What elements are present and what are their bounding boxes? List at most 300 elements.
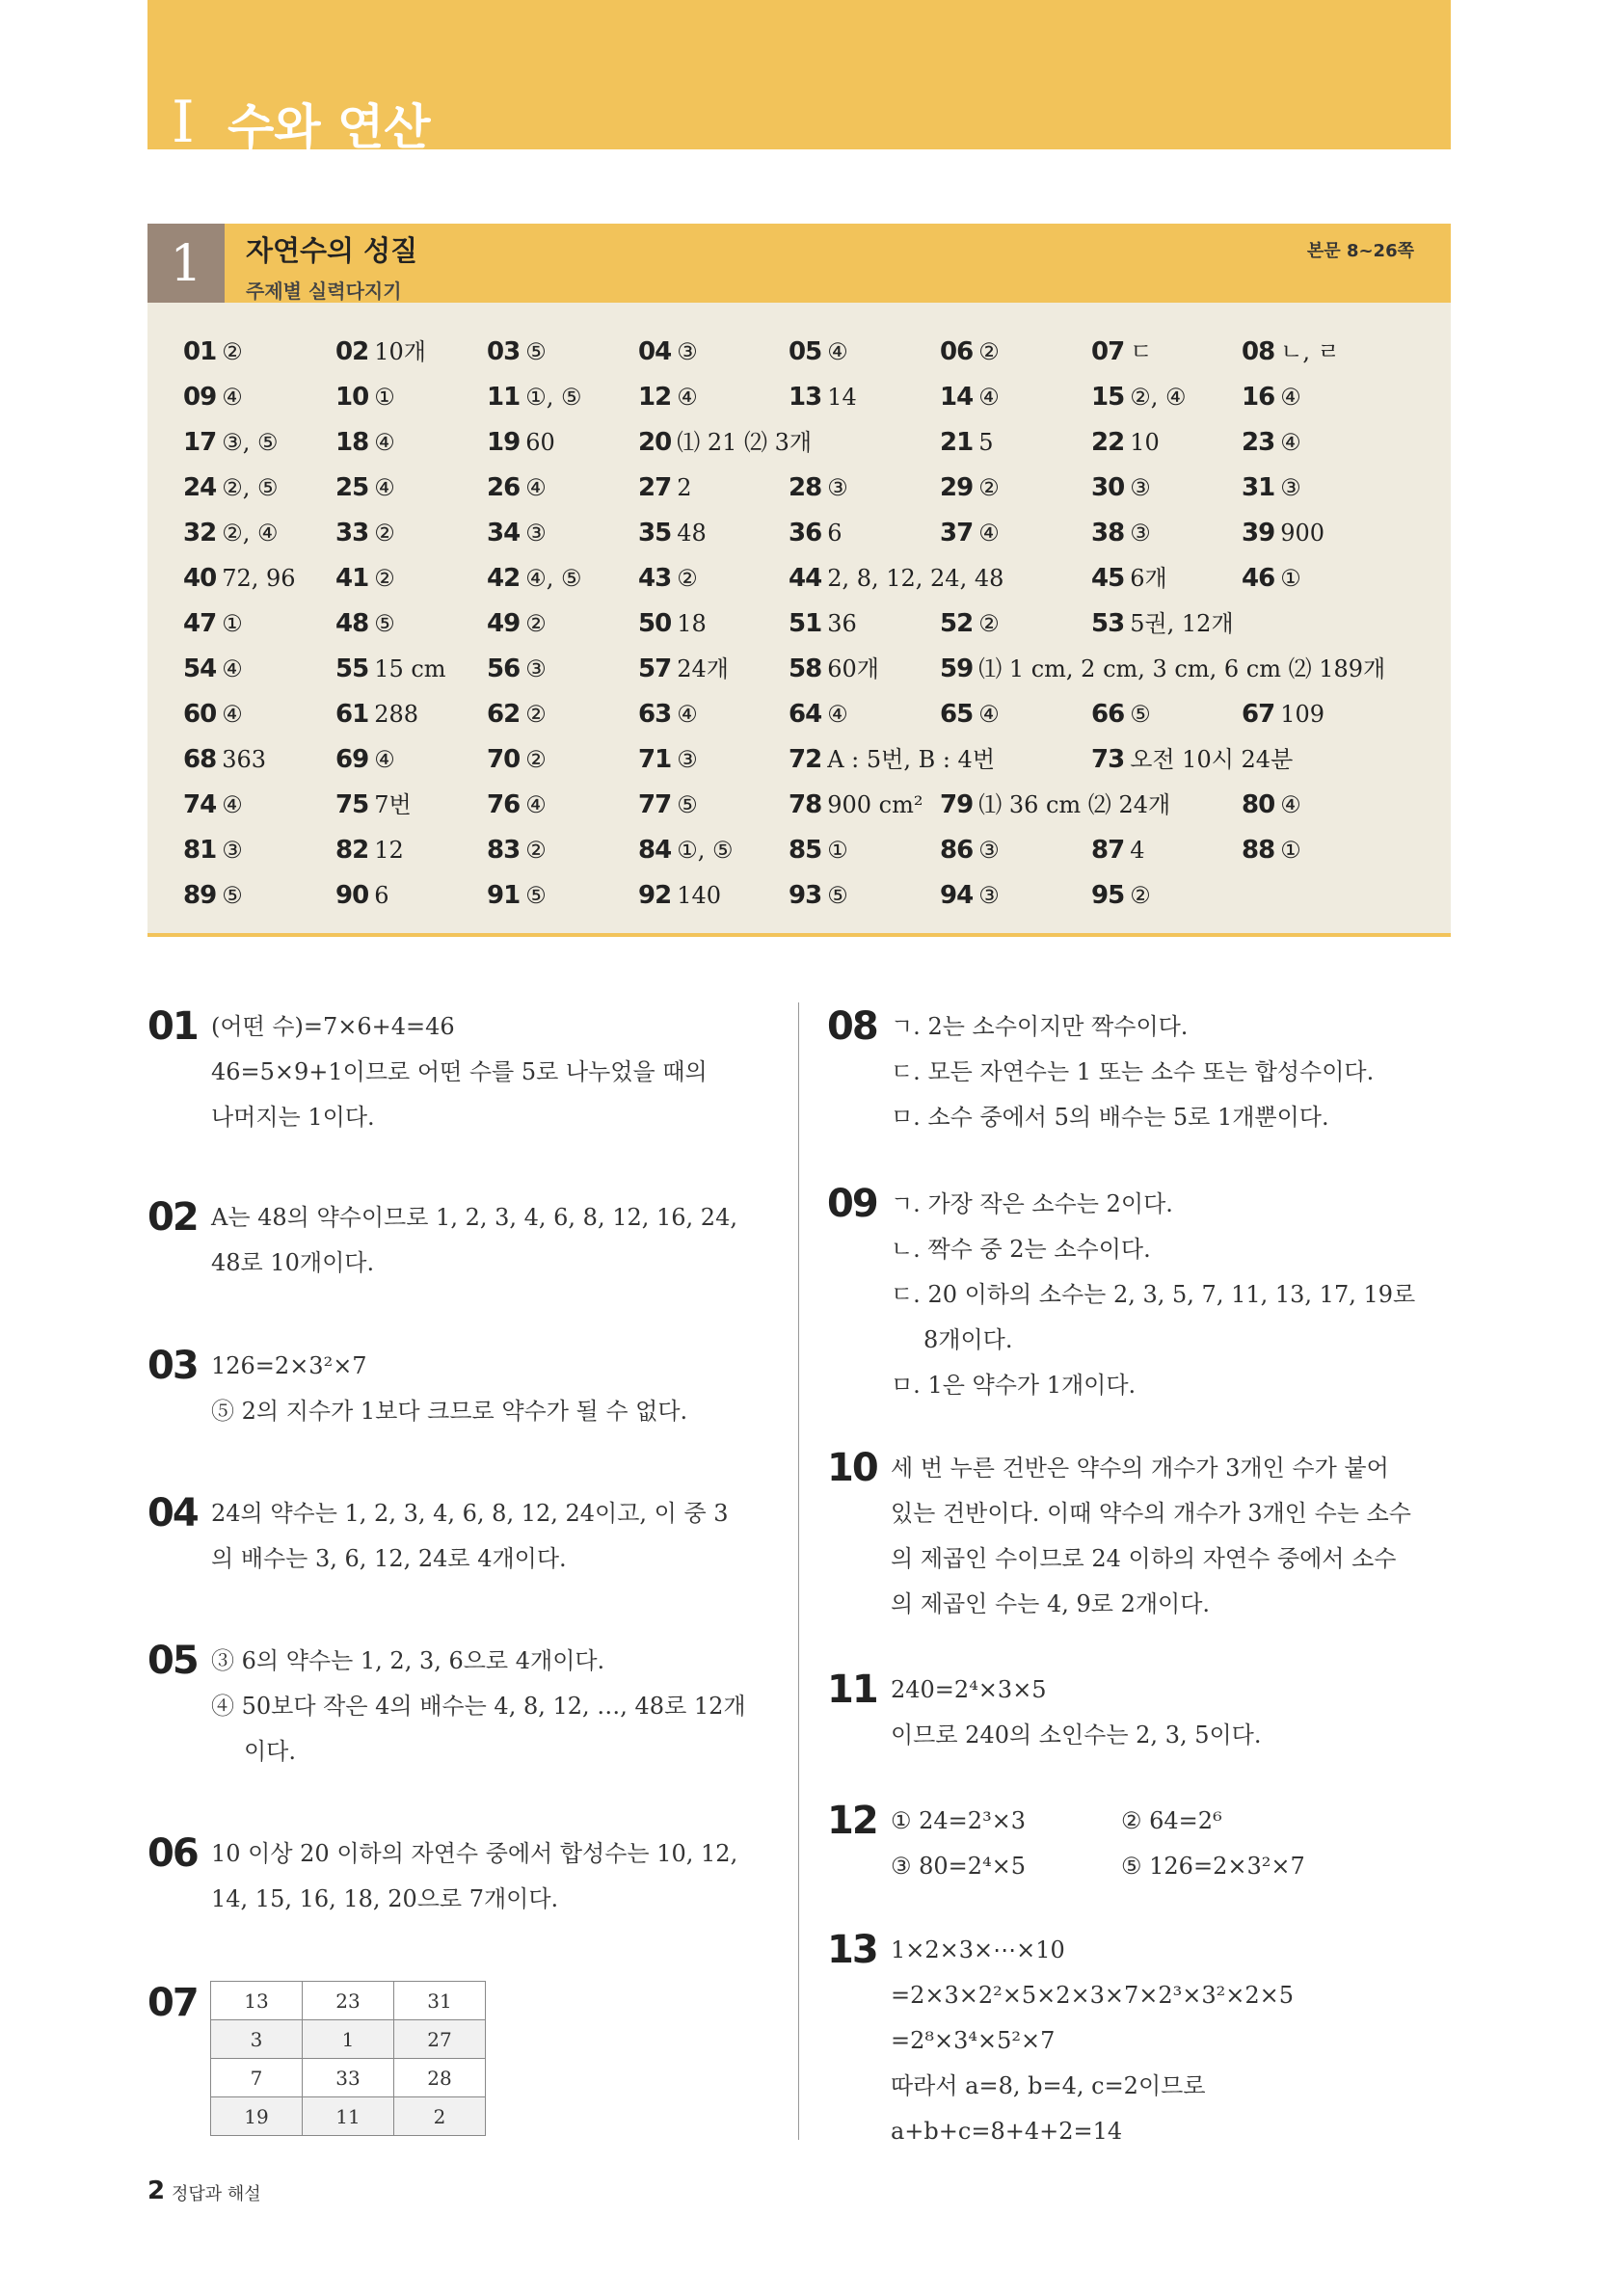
answer-value: ㄴ, ㄹ bbox=[1280, 338, 1340, 365]
solution-line: ㄴ. 짝수 중 2는 소수이다. bbox=[891, 1236, 1151, 1263]
answer-number: 10 bbox=[335, 383, 369, 412]
answer-value: ② bbox=[978, 338, 1000, 365]
solution-line: ③ 80=2⁴×5 bbox=[891, 1853, 1027, 1880]
table-row bbox=[211, 2020, 486, 2059]
answer-row bbox=[183, 604, 1436, 650]
answer-value: 5권, 12개 bbox=[1130, 610, 1234, 637]
solution-line: ⑤ 126=2×3²×7 bbox=[1121, 1853, 1305, 1880]
answer-item bbox=[1091, 423, 1160, 462]
answer-item bbox=[1091, 333, 1152, 371]
answer-item bbox=[335, 378, 395, 416]
solution-number: 08 bbox=[827, 1004, 877, 1049]
answer-item bbox=[940, 786, 1170, 824]
solution-line: 이다. bbox=[244, 1738, 296, 1765]
answer-value: 900 cm² bbox=[827, 791, 923, 818]
answer-item bbox=[940, 378, 1000, 416]
answer-item bbox=[335, 650, 446, 688]
answer-item bbox=[487, 333, 547, 371]
answer-row bbox=[183, 378, 1436, 423]
answer-row bbox=[183, 468, 1436, 514]
answer-value: ② bbox=[978, 474, 1000, 501]
answer-number: 34 bbox=[487, 519, 521, 547]
answer-number: 75 bbox=[335, 790, 369, 819]
solution-number: 11 bbox=[827, 1668, 877, 1712]
answer-item bbox=[487, 650, 547, 688]
answer-item bbox=[1242, 786, 1301, 824]
answer-number: 65 bbox=[940, 700, 974, 729]
answer-number: 02 bbox=[335, 337, 369, 366]
answer-item bbox=[335, 740, 395, 779]
solution-line: 의 제곱인 수이므로 24 이하의 자연수 중에서 소수 bbox=[891, 1545, 1397, 1572]
answer-number: 95 bbox=[1091, 881, 1125, 910]
answer-item bbox=[183, 423, 278, 462]
answer-row bbox=[183, 876, 1436, 921]
answer-number: 20 bbox=[638, 428, 672, 457]
answer-item bbox=[335, 786, 412, 824]
answer-value: ④ bbox=[1280, 384, 1301, 411]
answer-value: 60개 bbox=[827, 655, 879, 682]
answer-value: 2, 8, 12, 24, 48 bbox=[827, 565, 1004, 592]
answer-value: 109 bbox=[1280, 701, 1324, 728]
answer-item bbox=[638, 831, 733, 869]
solution-line: 있는 건반이다. 이때 약수의 개수가 3개인 수는 소수 bbox=[891, 1500, 1411, 1527]
answer-value: ④ bbox=[374, 746, 395, 773]
answer-number: 13 bbox=[789, 383, 822, 412]
answer-number: 26 bbox=[487, 473, 521, 502]
answer-item bbox=[638, 740, 698, 779]
answer-value: ④ bbox=[1280, 791, 1301, 818]
answer-value: 10개 bbox=[374, 338, 426, 365]
answer-item bbox=[638, 650, 729, 688]
answer-value: ④, ⑤ bbox=[525, 565, 582, 592]
solution-line: ㄷ. 모든 자연수는 1 또는 소수 또는 합성수이다. bbox=[891, 1058, 1375, 1085]
table-cell: 13 bbox=[211, 1982, 303, 2020]
solution-line: 46=5×9+1이므로 어떤 수를 5로 나누었을 때의 bbox=[211, 1058, 708, 1085]
table-cell: 33 bbox=[303, 2059, 394, 2097]
answer-number: 82 bbox=[335, 836, 369, 865]
solution-text bbox=[891, 1182, 1415, 1408]
answer-item bbox=[789, 786, 923, 824]
answer-number: 17 bbox=[183, 428, 217, 457]
section-number: 1 bbox=[147, 224, 225, 303]
table-cell: 23 bbox=[303, 1982, 394, 2020]
answer-value: 72, 96 bbox=[222, 565, 296, 592]
answer-item bbox=[1091, 695, 1151, 734]
solution-line: 126=2×3²×7 bbox=[211, 1352, 367, 1379]
answer-number: 83 bbox=[487, 836, 521, 865]
solution-number: 04 bbox=[147, 1491, 198, 1535]
answer-item bbox=[789, 876, 848, 915]
answer-item bbox=[940, 423, 993, 462]
answer-number: 46 bbox=[1242, 564, 1275, 593]
solution-line: 세 번 누른 건반은 약수의 개수가 3개인 수가 붙어 bbox=[891, 1455, 1389, 1482]
answer-number: 04 bbox=[638, 337, 672, 366]
answer-value: ④ bbox=[827, 338, 848, 365]
solution-line: 의 배수는 3, 6, 12, 24로 4개이다. bbox=[211, 1545, 567, 1572]
answer-number: 90 bbox=[335, 881, 369, 910]
answer-item bbox=[940, 514, 1000, 552]
answer-value: ③ bbox=[677, 338, 698, 365]
answer-value: 60 bbox=[525, 429, 555, 456]
answer-item bbox=[1091, 876, 1151, 915]
solution-line: ② 64=2⁶ bbox=[1121, 1807, 1222, 1834]
answer-number: 44 bbox=[789, 564, 822, 593]
answer-number: 19 bbox=[487, 428, 521, 457]
answer-value: ④ bbox=[677, 701, 698, 728]
answer-item bbox=[789, 604, 857, 643]
answer-item bbox=[335, 604, 395, 643]
answer-item bbox=[638, 604, 707, 643]
answer-value: ④ bbox=[978, 520, 1000, 547]
answer-number: 63 bbox=[638, 700, 672, 729]
table-cell: 27 bbox=[394, 2020, 486, 2059]
answer-value: 2 bbox=[677, 474, 692, 501]
solution-number: 05 bbox=[147, 1639, 198, 1683]
answer-number: 43 bbox=[638, 564, 672, 593]
answer-value: ⑤ bbox=[374, 610, 395, 637]
answer-value: ③ bbox=[525, 520, 547, 547]
answer-value: 18 bbox=[677, 610, 707, 637]
answer-value: 363 bbox=[222, 746, 266, 773]
answer-number: 68 bbox=[183, 745, 217, 774]
answer-item bbox=[789, 559, 1003, 598]
answer-number: 36 bbox=[789, 519, 822, 547]
answer-number: 89 bbox=[183, 881, 217, 910]
answer-number: 59 bbox=[940, 654, 974, 683]
answer-item bbox=[487, 423, 555, 462]
answer-item bbox=[183, 514, 278, 552]
answer-value: ② bbox=[222, 338, 243, 365]
answer-item bbox=[335, 333, 426, 371]
answer-value: ④ bbox=[978, 384, 1000, 411]
answer-number: 73 bbox=[1091, 745, 1125, 774]
answer-number: 45 bbox=[1091, 564, 1125, 593]
answer-item bbox=[1242, 831, 1301, 869]
answer-number: 62 bbox=[487, 700, 521, 729]
solution-text bbox=[211, 1831, 737, 1922]
answer-item bbox=[335, 831, 404, 869]
answer-number: 53 bbox=[1091, 609, 1125, 638]
answer-number: 11 bbox=[487, 383, 521, 412]
answer-number: 24 bbox=[183, 473, 217, 502]
solution-text bbox=[891, 1668, 1262, 1758]
solution-text bbox=[891, 1928, 1294, 2154]
answer-value: ④ bbox=[222, 791, 243, 818]
answer-number: 79 bbox=[940, 790, 974, 819]
answer-item bbox=[335, 514, 395, 552]
answer-value: ⑤ bbox=[677, 791, 698, 818]
answer-item bbox=[183, 468, 278, 507]
answer-row bbox=[183, 559, 1436, 604]
answer-value: 48 bbox=[677, 520, 707, 547]
answer-value: 7번 bbox=[374, 791, 412, 818]
solution-number: 06 bbox=[147, 1831, 198, 1876]
answer-value: ① bbox=[1280, 565, 1301, 592]
answer-number: 52 bbox=[940, 609, 974, 638]
answer-value: ② bbox=[978, 610, 1000, 637]
solution-line: 10 이상 20 이하의 자연수 중에서 합성수는 10, 12, bbox=[211, 1840, 738, 1867]
answer-item bbox=[789, 378, 857, 416]
answer-value: ①, ⑤ bbox=[677, 837, 734, 864]
answer-item bbox=[638, 876, 721, 915]
answer-item bbox=[487, 514, 547, 552]
section-subtitle: 주제별 실력다지기 bbox=[246, 280, 402, 303]
solution-line: ① 24=2³×3 bbox=[891, 1807, 1027, 1834]
solution-line: ㄱ. 2는 소수이지만 짝수이다. bbox=[891, 1013, 1189, 1040]
answer-number: 88 bbox=[1242, 836, 1275, 865]
answer-number: 72 bbox=[789, 745, 822, 774]
answer-value: 6 bbox=[827, 520, 843, 547]
answer-number: 37 bbox=[940, 519, 974, 547]
table-row bbox=[211, 2059, 486, 2097]
answer-number: 56 bbox=[487, 654, 521, 683]
answer-value: 6 bbox=[374, 882, 389, 909]
answer-number: 71 bbox=[638, 745, 672, 774]
answer-item bbox=[1091, 378, 1186, 416]
answer-number: 48 bbox=[335, 609, 369, 638]
solution-line: ㄱ. 가장 작은 소수는 2이다. bbox=[891, 1190, 1173, 1217]
answer-value: 5 bbox=[978, 429, 994, 456]
answer-number: 07 bbox=[1091, 337, 1125, 366]
answer-value: 6개 bbox=[1130, 565, 1167, 592]
solution-line: 이므로 240의 소인수는 2, 3, 5이다. bbox=[891, 1722, 1262, 1749]
answer-number: 93 bbox=[789, 881, 822, 910]
answer-number: 40 bbox=[183, 564, 217, 593]
answer-item bbox=[1242, 695, 1324, 734]
answer-item bbox=[638, 695, 698, 734]
answer-value: ④ bbox=[978, 701, 1000, 728]
answer-value: A : 5번, B : 4번 bbox=[827, 746, 996, 773]
answer-value: ② bbox=[525, 837, 547, 864]
answer-value: ③ bbox=[978, 882, 1000, 909]
answer-number: 58 bbox=[789, 654, 822, 683]
answer-number: 25 bbox=[335, 473, 369, 502]
solution-line: A는 48의 약수이므로 1, 2, 3, 4, 6, 8, 12, 16, 24, bbox=[211, 1204, 737, 1231]
answer-number: 87 bbox=[1091, 836, 1125, 865]
answer-value: ⑴ 21 ⑵ 3개 bbox=[677, 429, 813, 456]
answer-item bbox=[487, 559, 581, 598]
answer-item bbox=[183, 604, 243, 643]
answer-number: 61 bbox=[335, 700, 369, 729]
answer-number: 18 bbox=[335, 428, 369, 457]
table-cell: 19 bbox=[211, 2097, 303, 2136]
answer-number: 31 bbox=[1242, 473, 1275, 502]
answer-number: 30 bbox=[1091, 473, 1125, 502]
answer-number: 76 bbox=[487, 790, 521, 819]
answer-number: 29 bbox=[940, 473, 974, 502]
answer-item bbox=[638, 514, 707, 552]
solution-line: ㅁ. 1은 약수가 1개이다. bbox=[891, 1372, 1137, 1399]
solution-line: =2⁸×3⁴×5²×7 bbox=[891, 2027, 1056, 2054]
solution-text bbox=[891, 1446, 1411, 1627]
answer-number: 12 bbox=[638, 383, 672, 412]
solution-number: 02 bbox=[147, 1195, 198, 1240]
solution-line: ㅁ. 소수 중에서 5의 배수는 5로 1개뿐이다. bbox=[891, 1104, 1329, 1131]
answer-value: ④ bbox=[1280, 429, 1301, 456]
solution-line: (어떤 수)=7×6+4=46 bbox=[211, 1013, 455, 1040]
answer-value: ④ bbox=[525, 474, 547, 501]
answer-value: ④ bbox=[222, 655, 243, 682]
solution-number: 03 bbox=[147, 1344, 198, 1388]
table-cell: 31 bbox=[394, 1982, 486, 2020]
answer-number: 08 bbox=[1242, 337, 1275, 366]
answer-item bbox=[940, 333, 1000, 371]
solution-line: 8개이다. bbox=[923, 1326, 1013, 1353]
answer-item bbox=[638, 423, 812, 462]
answer-value: 288 bbox=[374, 701, 418, 728]
answer-item bbox=[789, 333, 848, 371]
answer-item bbox=[183, 786, 243, 824]
answer-row bbox=[183, 423, 1436, 468]
answer-item bbox=[940, 604, 1000, 643]
answer-value: ②, ⑤ bbox=[222, 474, 279, 501]
answer-item bbox=[1242, 559, 1301, 598]
solution-line: =2×3×2²×5×2×3×7×2³×3²×2×5 bbox=[891, 1982, 1295, 2009]
answer-value: ⑤ bbox=[525, 882, 547, 909]
answer-item bbox=[335, 423, 395, 462]
answer-item bbox=[335, 876, 388, 915]
answer-number: 74 bbox=[183, 790, 217, 819]
answer-number: 21 bbox=[940, 428, 974, 457]
solution-line: 나머지는 1이다. bbox=[211, 1104, 375, 1131]
answer-value: ④ bbox=[525, 791, 547, 818]
section-pages: 본문 8~26쪽 bbox=[1306, 241, 1414, 261]
answer-number: 55 bbox=[335, 654, 369, 683]
answer-item bbox=[789, 650, 879, 688]
answer-value: 12 bbox=[374, 837, 404, 864]
answer-item bbox=[487, 604, 547, 643]
answer-number: 01 bbox=[183, 337, 217, 366]
answer-number: 27 bbox=[638, 473, 672, 502]
table-cell: 11 bbox=[303, 2097, 394, 2136]
answer-row bbox=[183, 831, 1436, 876]
answer-value: ②, ④ bbox=[1130, 384, 1187, 411]
answer-value: ④ bbox=[677, 384, 698, 411]
answer-number: 77 bbox=[638, 790, 672, 819]
answer-number: 47 bbox=[183, 609, 217, 638]
answer-value: ① bbox=[374, 384, 395, 411]
answer-item bbox=[335, 468, 395, 507]
answer-number: 06 bbox=[940, 337, 974, 366]
answer-number: 05 bbox=[789, 337, 822, 366]
solution-number: 13 bbox=[827, 1928, 877, 1972]
answer-item bbox=[638, 559, 698, 598]
answer-value: ④ bbox=[222, 701, 243, 728]
solution-text bbox=[891, 1799, 1026, 1889]
answer-item bbox=[335, 695, 418, 734]
answer-value: 오전 10시 24분 bbox=[1130, 746, 1294, 773]
answer-number: 50 bbox=[638, 609, 672, 638]
answer-value: ② bbox=[1130, 882, 1151, 909]
answer-item bbox=[789, 514, 842, 552]
answer-value: ④ bbox=[827, 701, 848, 728]
answer-value: ① bbox=[222, 610, 243, 637]
answer-value: ③ bbox=[677, 746, 698, 773]
answer-value: ③ bbox=[1280, 474, 1301, 501]
answer-value: 36 bbox=[827, 610, 857, 637]
answer-value: ③ bbox=[827, 474, 848, 501]
answer-value: ① bbox=[1280, 837, 1301, 864]
answer-value: ② bbox=[374, 520, 395, 547]
answer-value: 10 bbox=[1130, 429, 1160, 456]
answer-item bbox=[183, 378, 243, 416]
answer-item bbox=[487, 468, 547, 507]
table-cell: 1 bbox=[303, 2020, 394, 2059]
solution-line: 24의 약수는 1, 2, 3, 4, 6, 8, 12, 24이고, 이 중 3 bbox=[211, 1500, 729, 1527]
answer-value: ② bbox=[677, 565, 698, 592]
answer-number: 22 bbox=[1091, 428, 1125, 457]
answer-item bbox=[1091, 740, 1293, 779]
answer-number: 41 bbox=[335, 564, 369, 593]
answer-item bbox=[487, 740, 547, 779]
answer-number: 23 bbox=[1242, 428, 1275, 457]
table-row bbox=[211, 2097, 486, 2136]
footer-label: 정답과 해설 bbox=[172, 2184, 261, 2204]
solution-line: 14, 15, 16, 18, 20으로 7개이다. bbox=[211, 1885, 559, 1912]
answer-value: ⑤ bbox=[827, 882, 848, 909]
table-cell: 7 bbox=[211, 2059, 303, 2097]
answer-value: 140 bbox=[677, 882, 721, 909]
solution-text bbox=[211, 1195, 737, 1286]
answer-number: 69 bbox=[335, 745, 369, 774]
answer-number: 84 bbox=[638, 836, 672, 865]
solution-line: 의 제곱인 수는 4, 9로 2개이다. bbox=[891, 1590, 1211, 1617]
answer-row bbox=[183, 333, 1436, 378]
answer-number: 80 bbox=[1242, 790, 1275, 819]
answer-number: 03 bbox=[487, 337, 521, 366]
answer-item bbox=[1091, 604, 1234, 643]
answer-item bbox=[789, 695, 848, 734]
answer-item bbox=[183, 740, 266, 779]
answer-item bbox=[1242, 378, 1301, 416]
answer-item bbox=[183, 876, 243, 915]
table-cell: 28 bbox=[394, 2059, 486, 2097]
answer-value: ③, ⑤ bbox=[222, 429, 279, 456]
answer-number: 38 bbox=[1091, 519, 1125, 547]
answer-number: 94 bbox=[940, 881, 974, 910]
answer-value: ② bbox=[374, 565, 395, 592]
answer-value: ⑴ 1 cm, 2 cm, 3 cm, 6 cm ⑵ 189개 bbox=[978, 655, 1386, 682]
answer-item bbox=[940, 876, 1000, 915]
solution-number: 10 bbox=[827, 1446, 877, 1490]
answer-item bbox=[789, 468, 848, 507]
answer-value: ㄷ bbox=[1130, 338, 1153, 365]
answer-item bbox=[940, 695, 1000, 734]
answer-number: 14 bbox=[940, 383, 974, 412]
answer-item bbox=[638, 786, 698, 824]
answer-number: 09 bbox=[183, 383, 217, 412]
answer-row bbox=[183, 650, 1436, 695]
answer-value: ③ bbox=[222, 837, 243, 864]
answer-value: ② bbox=[525, 610, 547, 637]
answer-value: ①, ⑤ bbox=[525, 384, 582, 411]
chapter-title: 수와 연산 bbox=[227, 99, 431, 155]
answer-item bbox=[487, 831, 547, 869]
answer-value: ④ bbox=[374, 429, 395, 456]
answer-item bbox=[183, 333, 243, 371]
table-cell: 2 bbox=[394, 2097, 486, 2136]
answer-item bbox=[1091, 831, 1144, 869]
table-cell: 3 bbox=[211, 2020, 303, 2059]
table-row bbox=[211, 1982, 486, 2020]
answer-number: 16 bbox=[1242, 383, 1275, 412]
answer-number: 39 bbox=[1242, 519, 1275, 547]
section-title: 자연수의 성질 bbox=[246, 234, 418, 267]
answer-value: ② bbox=[525, 701, 547, 728]
answer-value: 4 bbox=[1130, 837, 1145, 864]
answer-item bbox=[1242, 514, 1324, 552]
answer-item bbox=[487, 786, 547, 824]
